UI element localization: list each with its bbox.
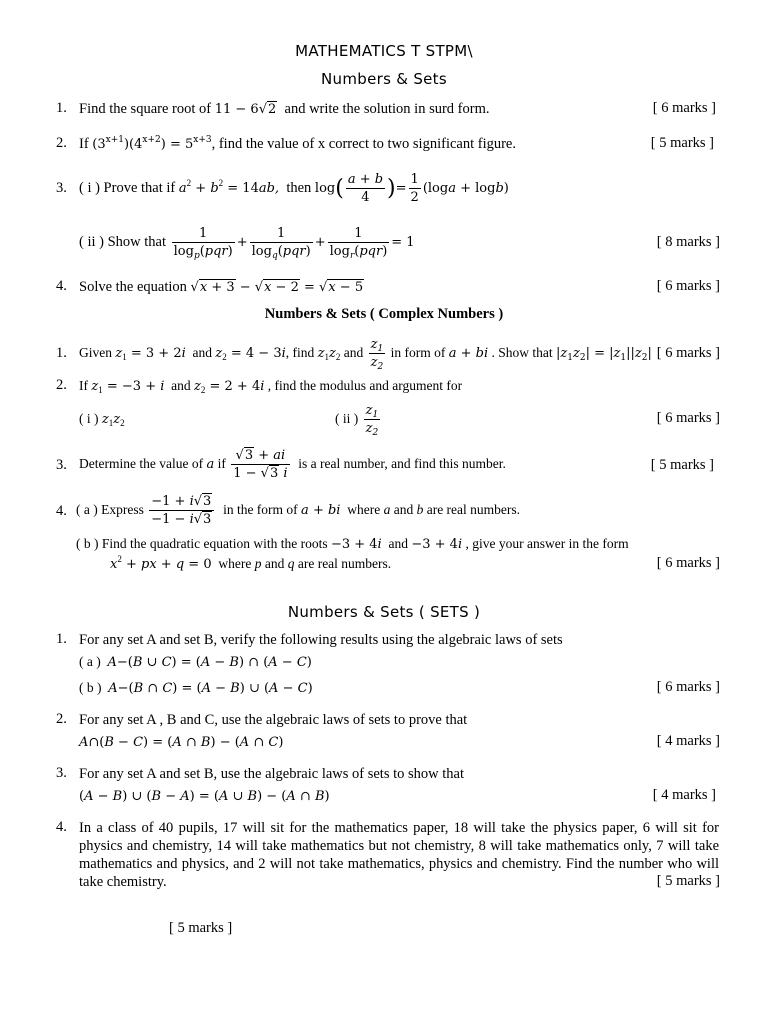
question-text: Solve the equation √x + 3 − √x − 2 = √x − 5 bbox=[79, 279, 364, 295]
page-title: MATHEMATICS T STPM\ bbox=[295, 42, 473, 60]
marks-label: [ 6 marks ] bbox=[656, 410, 720, 426]
marks-label: [ 6 marks ] bbox=[656, 278, 720, 294]
question-part-b: ( b ) A−(B ∩ C) = (A − B) ∪ (A − C) bbox=[79, 680, 313, 696]
marks-label: [ 6 marks ] bbox=[656, 345, 720, 361]
question-part-b-cont: $x^2$ + px + q = 0 where p and q are real numbers. bbox=[110, 554, 392, 572]
question-number: 1. bbox=[56, 631, 67, 647]
marks-label: [ 6 marks ] bbox=[656, 679, 720, 695]
section-title-sets: Numbers & Sets ( SETS ) bbox=[287, 603, 481, 621]
section-title-numbers-sets: Numbers & Sets bbox=[321, 70, 447, 88]
question-part-a: ( a ) Express $\frac{-1 + i√3}{-1 - i√3}$ in the form of a + bi where a and b are real numbers. bbox=[76, 494, 521, 528]
marks-label: [ 5 marks ] bbox=[656, 873, 720, 889]
marks-label: [ 4 marks ] bbox=[652, 787, 716, 803]
question-part-a: ( a ) A−(B ∪ C) = (A − B) ∩ (A − C) bbox=[79, 654, 312, 670]
question-number: 4. bbox=[56, 278, 67, 294]
marks-label: [ 6 marks ] bbox=[656, 555, 720, 571]
question-text: If $z_1 = -3 + i$ and $z_2 = 2 + 4i$ , find the modulus and argument for bbox=[79, 378, 463, 395]
question-number: 3. bbox=[56, 457, 67, 473]
question-formula: (A − B) ∪ (B − A) = (A ∪ B) − (A ∩ B) bbox=[79, 789, 330, 804]
question-text: For any set A , B and C, use the algebraic laws of sets to prove that bbox=[79, 712, 468, 728]
section-title-complex-numbers: Numbers & Sets ( Complex Numbers ) bbox=[264, 306, 504, 322]
question-number: 2. bbox=[56, 711, 67, 727]
marks-label: [ 8 marks ] bbox=[656, 234, 720, 250]
marks-label: [ 6 marks ] bbox=[652, 100, 716, 116]
marks-label: [ 5 marks ] bbox=[650, 135, 714, 151]
question-text: In a class of 40 pupils, 17 will sit for the mathematics paper, 18 will take the physics paper, 6 will sit for physics and chemistry, 14 will take mathematics but not chemistry, 8 will take mathematics only, 7 will take mathematics and physics, and 2 will not take mathematics, physics and chemistry. Find the number who will take chemistry. bbox=[79, 820, 719, 890]
question-number: 4. bbox=[56, 503, 67, 519]
trailing-marks-label: [ 5 marks ] bbox=[169, 920, 233, 936]
question-part-i: ( i ) Prove that if $a^2 + b^2 = 14ab$, then log( $\frac{a + b}{4}$ )= $\frac{1}{2}$ (loga + logb) bbox=[79, 172, 509, 206]
question-part-i: ( i ) $z_1z_2$ bbox=[79, 411, 125, 428]
question-part-ii: ( ii ) $\frac{z_1}{z_2}$ bbox=[335, 403, 379, 439]
question-text: For any set A and set B, verify the following results using the algebraic laws of sets bbox=[79, 632, 563, 648]
question-part-ii: ( ii ) Show that $\frac{1}{\log_p(pqr)}$ + $\frac{1}{\log_q(pqr)}$ + $\frac{1}{\log_r(pqr)}$ = 1 bbox=[79, 226, 415, 262]
question-text: Given $z_1 = 3 + 2i$ and $z_2 = 4 - 3i$, find $z_1z_2$ and $\frac{z_1}{z_2}$ in form of a + bi . Show that $|z_1z_2| = |z_1||z_2|$ bbox=[79, 337, 652, 373]
question-number: 3. bbox=[56, 180, 67, 196]
marks-label: [ 5 marks ] bbox=[650, 457, 714, 473]
question-number: 3. bbox=[56, 765, 67, 781]
question-number: 2. bbox=[56, 377, 67, 393]
question-number: 1. bbox=[56, 100, 67, 116]
question-text: Determine the value of a if $\frac{√3 + ai}{1 - √3 i}$ is a real number, and find this number. bbox=[79, 448, 506, 482]
question-text: For any set A and set B, use the algebraic laws of sets to show that bbox=[79, 766, 464, 782]
question-text: If $(3^{x+1})(4^{x+2}) = 5^{x+3}$, find the value of x correct to two significant figure. bbox=[79, 135, 516, 152]
question-text: Find the square root of 11 − 6√2 and write the solution in surd form. bbox=[79, 101, 490, 117]
question-number: 2. bbox=[56, 135, 67, 151]
question-number: 4. bbox=[56, 819, 67, 835]
marks-label: [ 4 marks ] bbox=[656, 733, 720, 749]
question-part-b: ( b ) Find the quadratic equation with the roots −3 + 4i and −3 + 4i , give your answer in the form bbox=[76, 536, 629, 552]
question-formula: A∩(B − C) = (A ∩ B) − (A ∩ C) bbox=[79, 735, 284, 750]
question-number: 1. bbox=[56, 345, 67, 361]
